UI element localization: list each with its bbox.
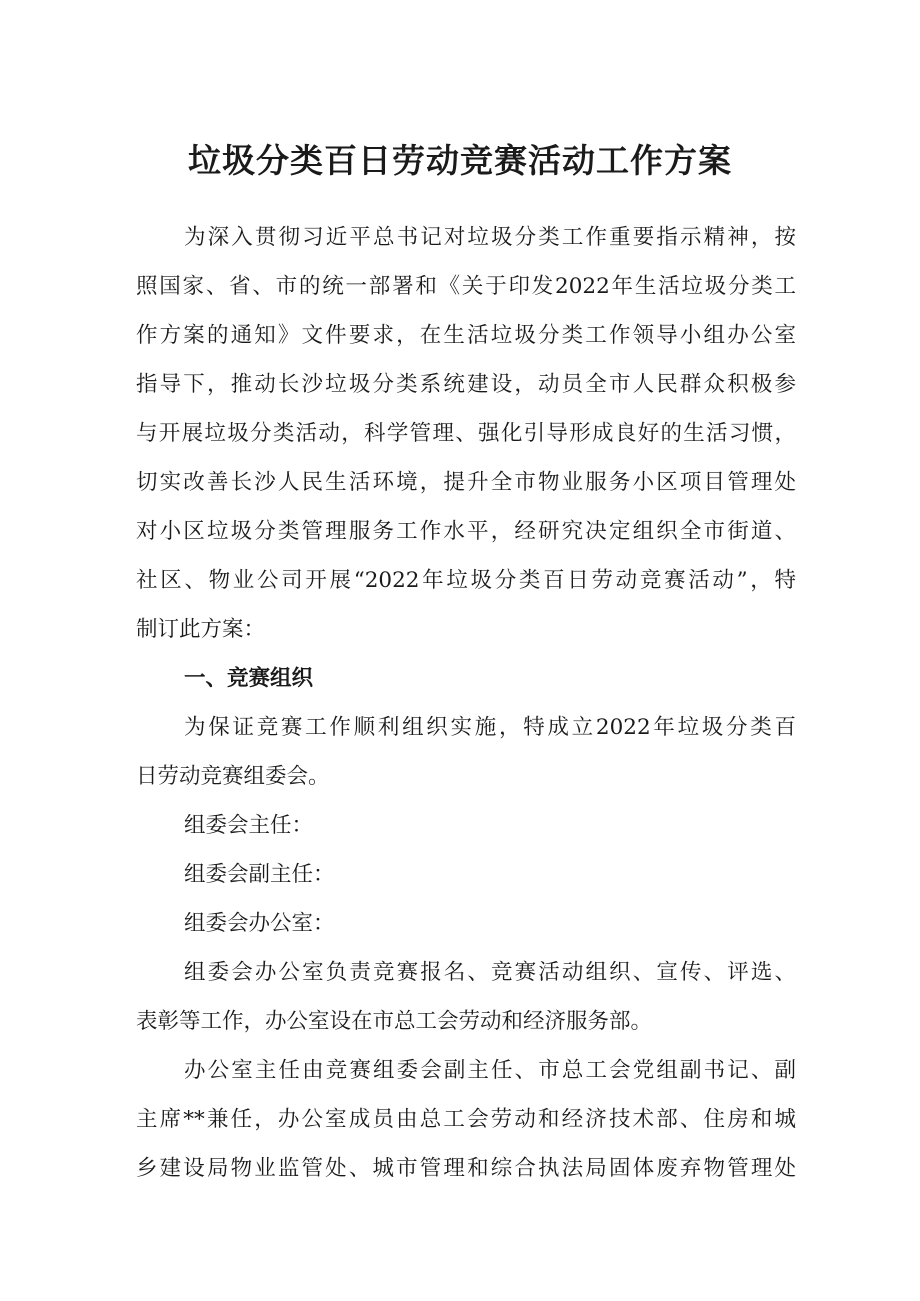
- paragraph-3-line-2: 表彰等工作，办公室设在市总工会劳动和经济服务部。: [136, 1009, 653, 1034]
- committee-director: 组委会主任：: [184, 813, 314, 838]
- paragraph-4-line-2: 主席**兼任，办公室成员由总工会劳动和经济技术部、住房和城: [136, 1107, 796, 1132]
- paragraph-1-line-5: 与开展垃圾分类活动，科学管理、强化引导形成良好的生活习惯，: [136, 421, 796, 446]
- paragraph-1-line-9: 制订此方案：: [136, 617, 266, 642]
- paragraph-4-line-1: 办公室主任由竞赛组委会副主任、市总工会党组副书记、副: [184, 1058, 796, 1083]
- paragraph-1-line-6: 切实改善长沙人民生活环境，提升全市物业服务小区项目管理处: [136, 470, 796, 495]
- paragraph-1-line-3: 作方案的通知》文件要求，在生活垃圾分类工作领导小组办公室: [136, 323, 796, 348]
- paragraph-1-line-7: 对小区垃圾分类管理服务工作水平，经研究决定组织全市街道、: [136, 519, 796, 544]
- paragraph-1-line-8: 社区、物业公司开展“2022年垃圾分类百日劳动竞赛活动”，特: [136, 568, 796, 593]
- paragraph-3-line-1: 组委会办公室负责竞赛报名、竞赛活动组织、宣传、评选、: [184, 960, 796, 985]
- section-1-heading: 一、竞赛组织: [184, 666, 314, 691]
- paragraph-4-line-3: 乡建设局物业监管处、城市管理和综合执法局固体废弃物管理处: [136, 1156, 796, 1181]
- paragraph-1-line-1: 为深入贯彻习近平总书记对垃圾分类工作重要指示精神，按: [184, 225, 796, 250]
- paragraph-2-line-1: 为保证竞赛工作顺利组织实施，特成立2022年垃圾分类百: [184, 715, 796, 740]
- paragraph-1-line-4: 指导下，推动长沙垃圾分类系统建设，动员全市人民群众积极参: [136, 372, 796, 397]
- paragraph-1-line-2: 照国家、省、市的统一部署和《关于印发2022年生活垃圾分类工: [136, 274, 796, 299]
- committee-office: 组委会办公室：: [184, 911, 335, 936]
- committee-deputy-director: 组委会副主任：: [184, 862, 335, 887]
- paragraph-2-line-2: 日劳动竞赛组委会。: [136, 764, 330, 789]
- document-title: 垃圾分类百日劳动竞赛活动工作方案: [188, 141, 732, 180]
